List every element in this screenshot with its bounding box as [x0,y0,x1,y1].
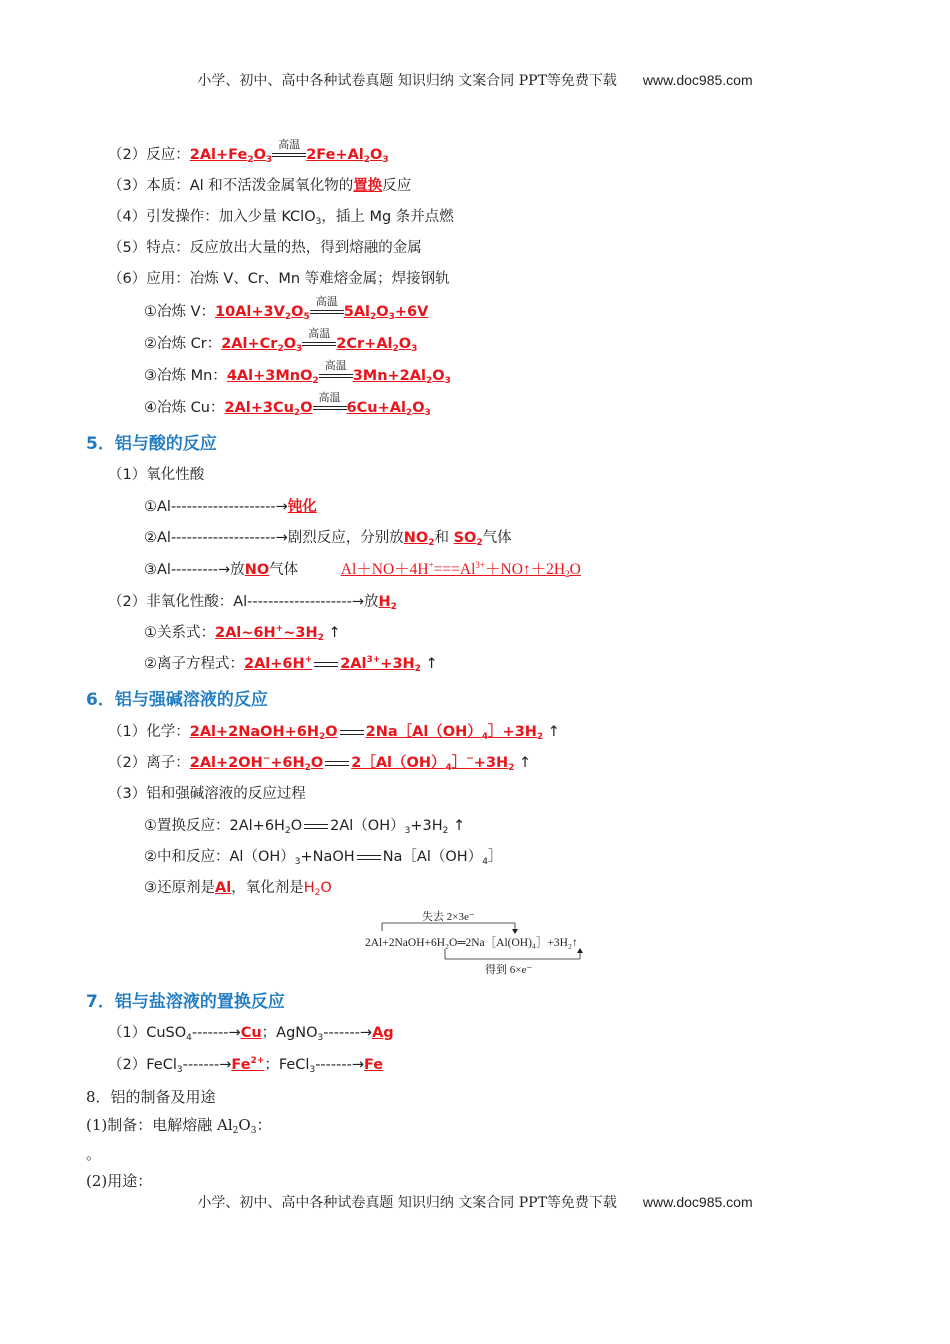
header-url[interactable]: www.doc985.com [642,72,753,88]
salt-solution-line-1: （1）CuSO$_4$-------→Cu；AgNO$_3$-------→Ag [108,1025,394,1043]
ionic-equation-line: ②离子方程式：2Al+6H+ $2Al^{3+}+3H_2$ ↑ [144,655,438,674]
process-heading: （3）铝和强碱溶液的反应过程 [108,786,306,802]
application-line: （6）应用：冶炼 V、Cr、Mn 等难熔金属；焊接钢轨 [108,271,450,287]
thermite-reaction-line: （2）反应：$2Al+Fe_2O_3$ 高温 $2Fe+Al_2O_3$ [108,138,389,165]
high-temp-condition: 高温 [272,145,306,165]
alkali-chemical-line: （1）化学：$2Al+2NaOH+6H_2O$ $2Na[Al(OH)_4]+3H_2$ ↑ [108,724,560,742]
header-text: 小学、初中、高中各种试卷真题 知识归纳 文案合同 PPT等免费下载 [197,73,617,89]
passivation-line: ①Al--------------------→钝化 [144,499,317,515]
footer-url[interactable]: www.doc985.com [642,1194,753,1210]
period-line: 。 [86,1145,102,1163]
essence-line: （3）本质：Al 和不活泼金属氧化物的置换反应 [108,178,412,194]
lose-electrons-label: 失去 2×3e⁻ [422,911,475,923]
essence-key: 置换 [353,178,383,194]
salt-solution-line-2: $(2)FeCl_3-------\to Fe^{2+}$；FeCl$_3$-------→Fe [108,1056,384,1075]
footer-text: 小学、初中、高中各种试卷真题 知识归纳 文案合同 PPT等免费下载 [197,1195,617,1211]
preparation-line: (1)制备：电解熔融 $Al_2O_3$： [86,1116,272,1136]
diagram-equation: 2Al+2NaOH+6H₂O═2Na［Al(OH)₄］+3H₂↑ [365,937,578,949]
neutralization-step-line: ②中和反应：$Al(OH)_3+NaOH$ $Na[Al(OH)_4]$ [144,849,503,867]
smelt-mn-line: ③冶炼 Mn：4Al+3MnO$_2$ 高温 $3Mn+2Al_2O_3$ [144,359,451,386]
uses-line: (2)用途： [86,1172,153,1190]
oxidizing-acid-heading: （1）氧化性酸 [108,467,205,483]
page-footer [0,1192,950,1212]
displacement-step-line: ①置换反应：$2Al+6H_2O$ $2Al(OH)_3+3H_2$ ↑ [144,818,466,836]
section-7-title: 7．铝与盐溶液的置换反应 [86,992,285,1012]
section-5-title: 5．铝与酸的反应 [86,434,217,454]
smelt-v-line: ①冶炼 V：$10Al+3V_2O_5$ 高温 $5Al_2O_3+6V$ [144,295,429,322]
trigger-line: （4）引发操作：加入少量 KClO$_3$，插上 Mg 条并点燃 [108,209,454,227]
smelt-cu-line: ④冶炼 Cu：$2Al+3Cu_2O$ 高温 $6Cu+Al_2O_3$ [144,391,431,418]
page-header-top [0,70,950,90]
dilute-nitric-line: ③Al---------→放NO气体 $Al+NO+4H^+===Al^{3+}+NO↑+2H_2O$ [144,560,581,579]
dilute-nitric-equation: $Al+NO+4H^+===Al^{3+}+NO↑+2H_2O$ [340,560,581,579]
redox-agents-line: ③还原剂是Al，氧化剂是$H_2O$ [144,880,332,898]
relation-line: ①关系式：$2Al\sim 6H^+\sim 3H_2$ ↑ [144,624,341,643]
concentrated-acid-line: ②Al--------------------→剧烈反应，分别放$NO_2$和 $SO_2$气体 [144,530,512,548]
alkali-ionic-line: （2）离子：$2Al+2OH^-+6H_2O$ $2[Al(OH)_4]^-+3H_2$ ↑ [108,754,532,773]
feature-line: （5）特点：反应放出大量的热，得到熔融的金属 [108,240,422,256]
electron-transfer-diagram [360,905,610,975]
section-8-title: 8．铝的制备及用途 [86,1088,216,1106]
thermite-equation: $2Al+Fe_2O_3$ 高温 $2Fe+Al_2O_3$ [189,138,389,165]
non-oxidizing-acid-line: （2）非氧化性酸：Al--------------------→放$H_2$ [108,594,397,612]
gain-electrons-label: 得到 6×e⁻ [485,964,533,976]
section-6-title: 6．铝与强碱溶液的反应 [86,690,268,710]
smelt-cr-line: ②冶炼 Cr：$2Al+Cr_2O_3$ 高温 $2Cr+Al_2O_3$ [144,327,418,354]
